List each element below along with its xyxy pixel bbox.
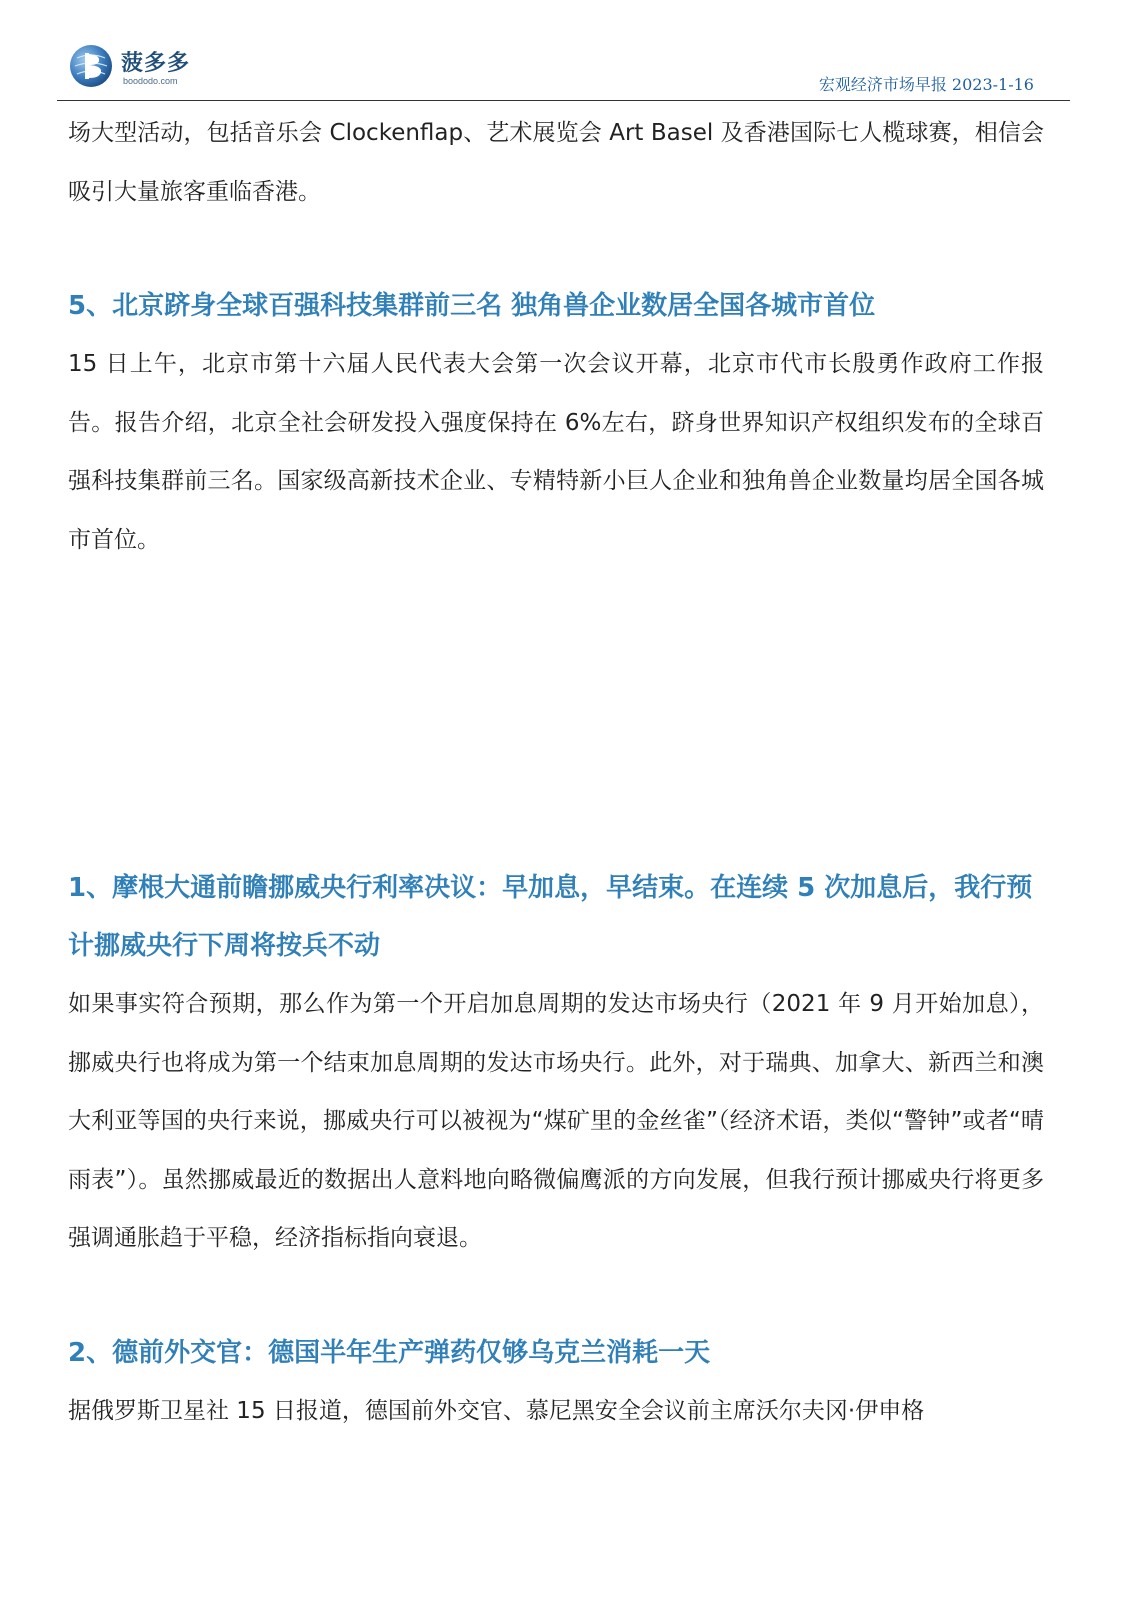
report-title: 宏观经济市场早报 2023-1-16 bbox=[818, 75, 1034, 94]
logo-url: boododo.com bbox=[123, 76, 178, 86]
boododo-logo-icon bbox=[69, 44, 113, 88]
paragraph-germany-ammunition: 据俄罗斯卫星社 15 日报道，德国前外交官、慕尼黑安全会议前主席沃尔夫冈·伊申格 bbox=[68, 1397, 925, 1424]
paragraph-beijing-tech: 15 日上午，北京市第十六届人民代表大会第一次会议开幕，北京市代市长殷勇作政府工作报告。报告介绍，北京全社会研发投入强度保持在 6%左右，跻身世界知识产权组织发布的全球百强科技集群前三名。国家级高新技术企业、专精特新小巨人企业和独角兽企业数量均居全国各城市首位。 bbox=[68, 351, 1044, 553]
paragraph-hongkong-events: 场大型活动，包括音乐会 Clockenflap、艺术展览会 Art Basel 及香港国际七人榄球赛，相信会吸引大量旅客重临香港。 bbox=[68, 120, 1044, 205]
logo bbox=[69, 40, 219, 92]
page-header bbox=[57, 38, 1070, 101]
logo-name: 菠多多 bbox=[121, 50, 191, 76]
paragraph-norway-central-bank: 如果事实符合预期，那么作为第一个开启加息周期的发达市场央行（2021 年 9 月开始加息），挪威央行也将成为第一个结束加息周期的发达市场央行。此外，对于瑞典、加拿大、新西兰和澳大利亚等国的央行来说，挪威央行可以被视为“煤矿里的金丝雀”（经济术语，类似“警钟”或者“晴雨表”）。虽然挪威最近的数据出人意料地向略微偏鹰派的方向发展，但我行预计挪威央行将更多强调通胀趋于平稳，经济指标指向衰退。 bbox=[68, 991, 1044, 1251]
heading-germany-ammunition: 2、德前外交官：德国半年生产弹药仅够乌克兰消耗一天 bbox=[68, 1337, 711, 1368]
heading-beijing-tech: 5、北京跻身全球百强科技集群前三名 独角兽企业数居全国各城市首位 bbox=[68, 291, 876, 321]
document-body bbox=[68, 104, 1044, 1440]
heading-norway-central-bank: 1、摩根大通前瞻挪威央行利率决议：早加息，早结束。在连续 5 次加息后，我行预计挪威央行下周将按兵不动 bbox=[68, 873, 1033, 961]
